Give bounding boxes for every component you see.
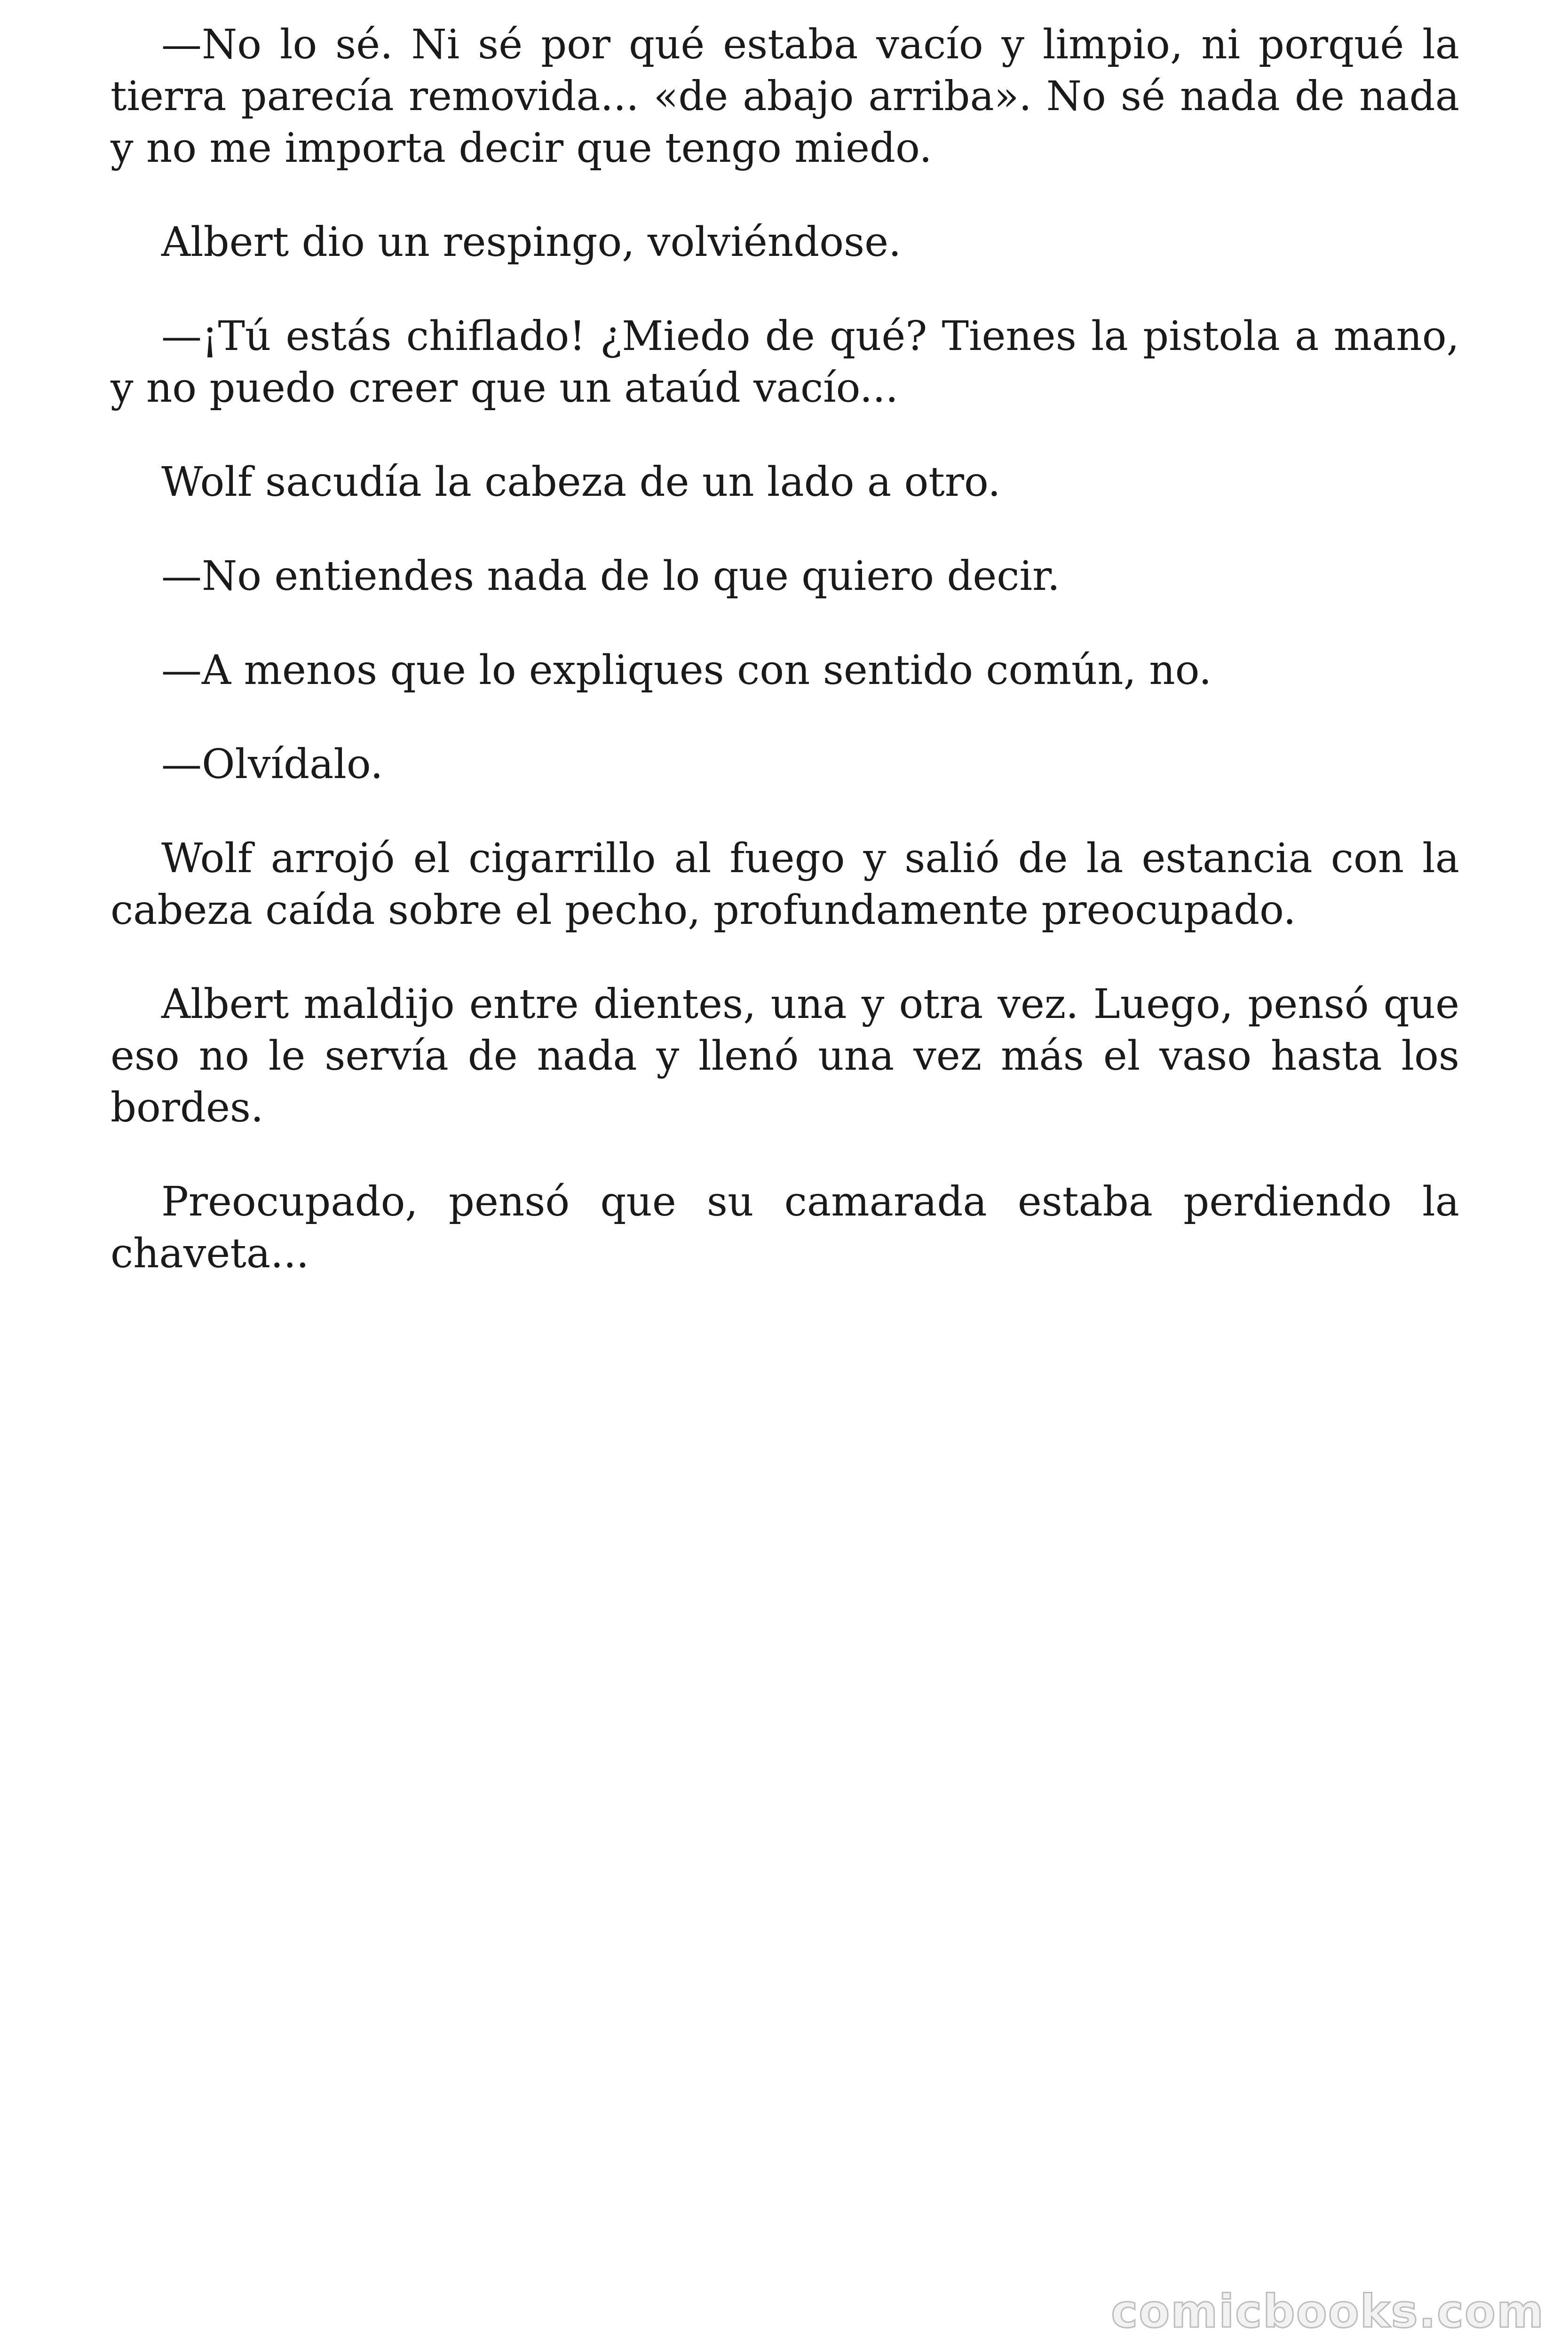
paragraph: —A menos que lo expliques con sentido común, no. — [161, 647, 1212, 694]
watermark: comicbooks.com — [1111, 2285, 1544, 2338]
paragraph: Albert dio un respingo, volviéndose. — [161, 219, 902, 266]
paragraph: Albert maldijo entre dientes, una y otra vez. Luego, pensó que eso no le servía de nada y llenó una vez más el vaso hasta los bordes. — [111, 981, 1459, 1131]
paragraph: Wolf arrojó el cigarrillo al fuego y salió de la estancia con la cabeza caída sobre el pecho, profundamente preocupado. — [111, 835, 1459, 934]
paragraph: —¡Tú estás chiflado! ¿Miedo de qué? Tienes la pistola a mano, y no puedo creer que un ataúd vacío... — [111, 313, 1459, 412]
paragraph: Wolf sacudía la cabeza de un lado a otro. — [161, 459, 1001, 506]
paragraph: Preocupado, pensó que su camarada estaba perdiendo la chaveta... — [111, 1178, 1459, 1277]
paragraph: —No entiendes nada de lo que quiero decir. — [161, 553, 1060, 600]
paragraph: —No lo sé. Ni sé por qué estaba vacío y limpio, ni porqué la tierra parecía removida... «de abajo arriba». No sé nada de nada y no me importa decir que tengo miedo. — [111, 21, 1459, 172]
body-text — [111, 19, 1459, 1322]
paragraph: —Olvídalo. — [161, 741, 383, 788]
